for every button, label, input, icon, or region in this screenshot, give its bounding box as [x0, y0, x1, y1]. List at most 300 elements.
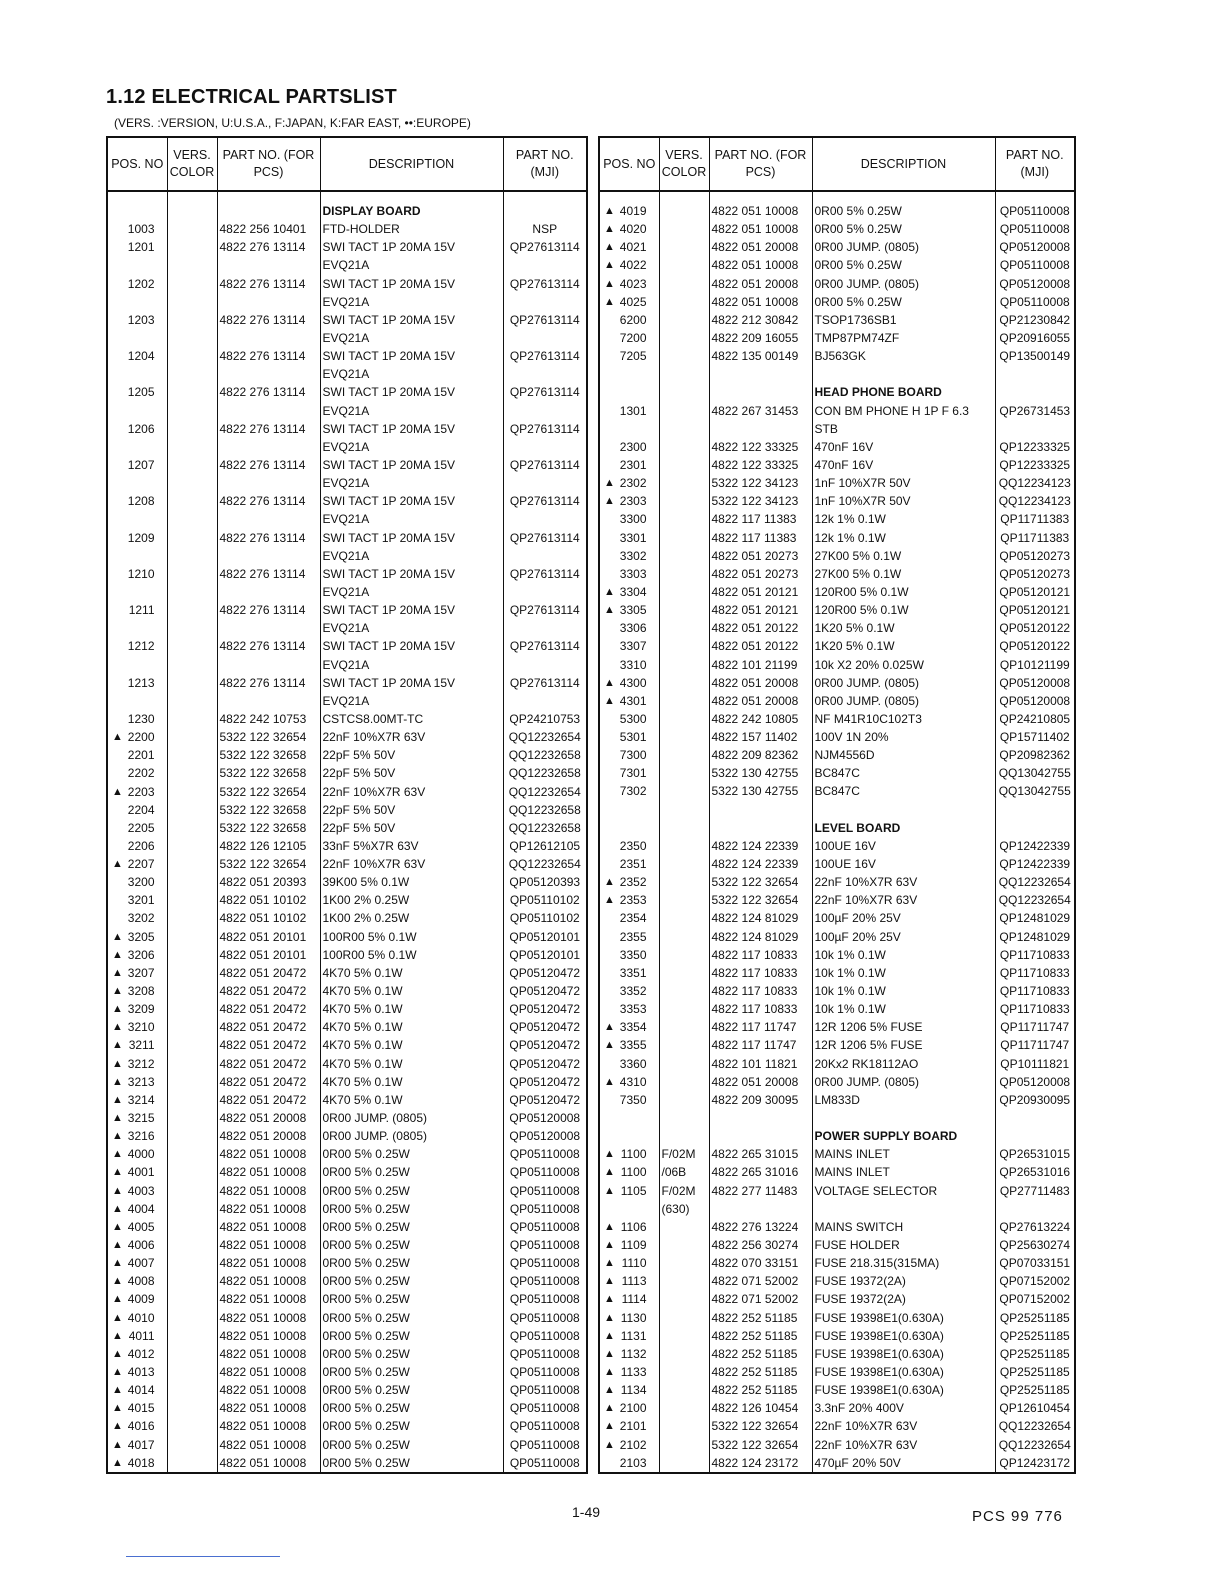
vers-cell	[659, 565, 709, 583]
vers-cell: /06B	[659, 1163, 709, 1181]
partno-cell: 5322 122 32654	[709, 891, 812, 909]
description-cell: 0R00 5% 0.25W	[320, 1327, 503, 1345]
table-row	[599, 928, 1075, 946]
table-row	[107, 819, 587, 837]
mji-cell: QQ12232654	[995, 891, 1075, 909]
mji-cell: QQ12232654	[995, 1436, 1075, 1454]
description-cell	[812, 801, 995, 819]
partno-cell: 4822 117 10833	[709, 946, 812, 964]
description-cell: FUSE HOLDER	[812, 1236, 995, 1254]
vers-cell	[167, 1036, 217, 1054]
description-cell: 20Kx2 RK18112AO	[812, 1055, 995, 1073]
partno-cell: 4822 135 00149	[709, 347, 812, 365]
table-row	[599, 510, 1075, 528]
mji-cell: QP05110008	[503, 1254, 587, 1272]
mji-cell: QP05110102	[503, 909, 587, 927]
mji-cell: QP05110008	[503, 1218, 587, 1236]
description-cell	[812, 365, 995, 383]
vers-cell	[167, 238, 217, 256]
table-row	[599, 1073, 1075, 1091]
vers-cell	[167, 710, 217, 728]
vers-cell	[659, 1327, 709, 1345]
header-partno: PART NO. (FOR PCS)	[709, 137, 812, 191]
pos-cell: 7300	[619, 748, 647, 763]
table-row	[107, 220, 587, 238]
description-cell: 22pF 5% 50V	[320, 819, 503, 837]
mji-cell: QP11711747	[995, 1036, 1075, 1054]
pos-cell: 2204	[127, 802, 155, 817]
partno-cell: 4822 051 10008	[217, 1254, 320, 1272]
table-row	[599, 710, 1075, 728]
pos-cell: 3352	[619, 984, 647, 999]
partno-cell: 4822 051 20393	[217, 873, 320, 891]
table-header	[599, 137, 1075, 191]
table-row	[107, 746, 587, 764]
vers-cell	[167, 583, 217, 601]
mji-cell	[503, 402, 587, 420]
mji-cell: QP11711383	[995, 529, 1075, 547]
pos-cell: 2300	[619, 439, 647, 454]
vers-cell	[659, 837, 709, 855]
vers-cell	[167, 873, 217, 891]
pos-cell	[107, 692, 167, 710]
partno-cell	[709, 1127, 812, 1145]
safety-pos-cell: ▲ 4000	[107, 1145, 167, 1163]
vers-cell	[659, 891, 709, 909]
vers-cell	[659, 456, 709, 474]
vers-cell	[659, 728, 709, 746]
table-row	[107, 873, 587, 891]
mji-cell: QP05110008	[503, 1200, 587, 1218]
mji-cell: QP05120008	[995, 238, 1075, 256]
description-cell: 100R00 5% 0.1W	[320, 946, 503, 964]
table-row	[107, 293, 587, 311]
pos-cell	[107, 510, 167, 528]
safety-pos-cell: ▲ 3304	[599, 583, 659, 601]
table-row	[107, 1436, 587, 1454]
safety-pos-cell: ▲ 4014	[107, 1381, 167, 1399]
vers-cell	[167, 1163, 217, 1181]
table-row	[107, 202, 587, 220]
vers-cell	[659, 982, 709, 1000]
partno-cell: 4822 051 10102	[217, 909, 320, 927]
vers-cell	[167, 1272, 217, 1290]
mji-cell: QP05110008	[503, 1417, 587, 1435]
partno-cell: 4822 117 11383	[709, 529, 812, 547]
description-cell: 33nF 5%X7R 63V	[320, 837, 503, 855]
description-cell: 470µF 20% 50V	[812, 1454, 995, 1473]
table-row	[107, 909, 587, 927]
partno-cell: 4822 209 30095	[709, 1091, 812, 1109]
vers-cell	[659, 1036, 709, 1054]
vers-cell	[659, 964, 709, 982]
vers-cell	[167, 293, 217, 311]
table-row	[599, 275, 1075, 293]
partno-cell	[217, 583, 320, 601]
vers-cell	[659, 1381, 709, 1399]
description-cell: EVQ21A	[320, 438, 503, 456]
partno-cell: 4822 101 21199	[709, 656, 812, 674]
table-row	[599, 746, 1075, 764]
safety-pos-cell: ▲ 3355	[599, 1036, 659, 1054]
mji-cell	[503, 583, 587, 601]
vers-cell	[659, 1218, 709, 1236]
mji-cell: QP11710833	[995, 946, 1075, 964]
vers-cell	[167, 1436, 217, 1454]
description-cell: SWI TACT 1P 20MA 15V	[320, 238, 503, 256]
partno-cell: 4822 051 20472	[217, 1036, 320, 1054]
safety-pos-cell: ▲ 3212	[107, 1055, 167, 1073]
pos-cell: 1208	[127, 494, 155, 509]
vers-cell	[167, 565, 217, 583]
vers-cell	[167, 1091, 217, 1109]
table-row	[599, 909, 1075, 927]
mji-cell: QP13500149	[995, 347, 1075, 365]
description-cell: FUSE 19398E1(0.630A)	[812, 1363, 995, 1381]
vers-cell	[659, 782, 709, 800]
table-row	[599, 764, 1075, 782]
table-row	[107, 601, 587, 619]
description-cell: 12k 1% 0.1W	[812, 510, 995, 528]
description-cell: NF M41R10C102T3	[812, 710, 995, 728]
partno-cell: 4822 051 10008	[217, 1309, 320, 1327]
partno-cell: 4822 051 20273	[709, 547, 812, 565]
description-cell: 100R00 5% 0.1W	[320, 928, 503, 946]
mji-cell: QP05110008	[503, 1145, 587, 1163]
mji-cell: QP05120008	[995, 275, 1075, 293]
table-row	[599, 420, 1075, 438]
description-cell: 4K70 5% 0.1W	[320, 1036, 503, 1054]
description-cell: 1nF 10%X7R 50V	[812, 492, 995, 510]
vers-cell	[167, 964, 217, 982]
mji-cell: QP12423172	[995, 1454, 1075, 1473]
partno-cell: 4822 051 20472	[217, 1000, 320, 1018]
safety-pos-cell: ▲ 1134	[599, 1381, 659, 1399]
table-row	[599, 529, 1075, 547]
table-row	[599, 656, 1075, 674]
table-row	[107, 783, 587, 801]
pos-cell: 2201	[127, 748, 155, 763]
table-row	[599, 1345, 1075, 1363]
vers-cell	[659, 1073, 709, 1091]
mji-cell: QP05120008	[995, 674, 1075, 692]
partno-cell: 4822 276 13114	[217, 492, 320, 510]
partno-cell: 4822 122 33325	[709, 438, 812, 456]
vers-cell	[659, 547, 709, 565]
table-row	[107, 964, 587, 982]
vers-cell	[167, 928, 217, 946]
vers-cell	[167, 1182, 217, 1200]
vers-cell	[167, 365, 217, 383]
pos-cell: 6200	[619, 312, 647, 327]
partno-cell: 4822 209 16055	[709, 329, 812, 347]
vers-cell	[167, 728, 217, 746]
description-cell: MAINS INLET	[812, 1163, 995, 1181]
partno-cell: 4822 256 30274	[709, 1236, 812, 1254]
description-cell: 1K20 5% 0.1W	[812, 637, 995, 655]
safety-pos-cell: ▲ 2200	[107, 728, 167, 746]
mji-cell: QQ12234123	[995, 492, 1075, 510]
partno-cell: 4822 276 13114	[217, 420, 320, 438]
table-row	[107, 402, 587, 420]
partno-cell: 4822 051 20101	[217, 946, 320, 964]
pos-cell: 5301	[619, 730, 647, 745]
description-cell: 12R 1206 5% FUSE	[812, 1036, 995, 1054]
pos-cell: 1003	[127, 222, 155, 237]
table-row	[107, 764, 587, 782]
partno-cell: 5322 122 32658	[217, 764, 320, 782]
vers-cell	[659, 438, 709, 456]
description-cell: 12k 1% 0.1W	[812, 529, 995, 547]
partno-cell: 4822 252 51185	[709, 1345, 812, 1363]
pos-cell: 5300	[619, 711, 647, 726]
pos-cell: 7200	[619, 330, 647, 345]
mji-cell: QQ13042755	[995, 782, 1075, 800]
table-row	[107, 311, 587, 329]
table-row	[599, 492, 1075, 510]
partno-cell: 4822 051 20101	[217, 928, 320, 946]
table-row	[107, 510, 587, 528]
vers-cell	[659, 1109, 709, 1127]
table-spacer	[599, 191, 1075, 202]
safety-pos-cell: ▲ 2100	[599, 1399, 659, 1417]
mji-cell: QP26531015	[995, 1145, 1075, 1163]
header-mji: PART NO. (MJI)	[503, 137, 587, 191]
description-cell: NJM4556D	[812, 746, 995, 764]
description-cell: STB	[812, 420, 995, 438]
mji-cell: QP12612105	[503, 837, 587, 855]
mji-cell: QP11710833	[995, 1000, 1075, 1018]
safety-pos-cell: ▲ 1131	[599, 1327, 659, 1345]
partno-cell: 4822 051 10008	[217, 1272, 320, 1290]
pos-cell: 2355	[619, 929, 647, 944]
description-cell: 12R 1206 5% FUSE	[812, 1018, 995, 1036]
mji-cell: QP27613114	[503, 456, 587, 474]
pos-cell: 1230	[127, 711, 155, 726]
table-row	[107, 891, 587, 909]
pos-cell: 3303	[619, 566, 647, 581]
description-cell: VOLTAGE SELECTOR	[812, 1182, 995, 1200]
partno-cell: 4822 117 10833	[709, 982, 812, 1000]
mji-cell	[995, 1200, 1075, 1218]
description-cell: 0R00 5% 0.25W	[320, 1417, 503, 1435]
vers-cell	[659, 583, 709, 601]
table-row	[599, 238, 1075, 256]
description-cell	[812, 1200, 995, 1218]
safety-pos-cell: ▲ 3213	[107, 1073, 167, 1091]
mji-cell: QP27613114	[503, 420, 587, 438]
description-cell: 100UE 16V	[812, 837, 995, 855]
partno-cell: 4822 276 13114	[217, 238, 320, 256]
table-row	[107, 474, 587, 492]
partno-cell	[709, 420, 812, 438]
partno-cell: 4822 252 51185	[709, 1363, 812, 1381]
vers-cell	[659, 293, 709, 311]
pos-cell: 3302	[619, 548, 647, 563]
table-row	[107, 728, 587, 746]
table-row	[107, 1381, 587, 1399]
pos-cell: 2103	[619, 1455, 647, 1470]
description-cell: DISPLAY BOARD	[320, 202, 503, 220]
vers-cell	[659, 1417, 709, 1435]
header-description: DESCRIPTION	[320, 137, 503, 191]
partno-cell: 5322 122 32654	[217, 728, 320, 746]
partno-cell: 5322 122 32658	[217, 801, 320, 819]
mji-cell: QP05110008	[503, 1345, 587, 1363]
partno-cell: 4822 126 10454	[709, 1399, 812, 1417]
vers-cell	[167, 1345, 217, 1363]
table-row	[599, 456, 1075, 474]
partno-cell	[217, 256, 320, 274]
safety-pos-cell: ▲ 1110	[599, 1254, 659, 1272]
table-row	[599, 637, 1075, 655]
description-cell: 22pF 5% 50V	[320, 764, 503, 782]
table-row	[107, 529, 587, 547]
description-cell: 27K00 5% 0.1W	[812, 565, 995, 583]
table-row	[599, 1055, 1075, 1073]
mji-cell	[503, 365, 587, 383]
table-row	[107, 1345, 587, 1363]
vers-cell	[659, 656, 709, 674]
mji-cell: QP11711747	[995, 1018, 1075, 1036]
table-row	[599, 619, 1075, 637]
pos-cell	[107, 329, 167, 347]
partno-cell	[217, 365, 320, 383]
vers-cell	[167, 402, 217, 420]
table-row	[107, 656, 587, 674]
table-row	[599, 855, 1075, 873]
mji-cell: QP12233325	[995, 456, 1075, 474]
table-row	[599, 1327, 1075, 1345]
vers-cell	[659, 746, 709, 764]
safety-pos-cell: ▲ 4013	[107, 1363, 167, 1381]
mji-cell: QP27613114	[503, 238, 587, 256]
table-row	[599, 1381, 1075, 1399]
mji-cell: QP24210805	[995, 710, 1075, 728]
description-cell: 1nF 10%X7R 50V	[812, 474, 995, 492]
safety-pos-cell: ▲ 4001	[107, 1163, 167, 1181]
partno-cell: 4822 051 20472	[217, 982, 320, 1000]
table-row	[107, 1399, 587, 1417]
mji-cell: QP07152002	[995, 1272, 1075, 1290]
mji-cell: QP05120273	[995, 547, 1075, 565]
partno-cell: 4822 051 10008	[217, 1327, 320, 1345]
description-cell: 100UE 16V	[812, 855, 995, 873]
vers-cell	[167, 1218, 217, 1236]
document-code: PCS 99 776	[972, 1508, 1063, 1525]
pos-cell: 3360	[619, 1056, 647, 1071]
partno-cell: 4822 051 20122	[709, 637, 812, 655]
table-row	[107, 1218, 587, 1236]
vers-cell	[659, 619, 709, 637]
mji-cell: QP10111821	[995, 1055, 1075, 1073]
vers-cell	[167, 801, 217, 819]
table-row	[107, 946, 587, 964]
safety-pos-cell: ▲ 3206	[107, 946, 167, 964]
vers-cell	[659, 1127, 709, 1145]
pos-cell: 2350	[619, 838, 647, 853]
mji-cell: QP05120121	[995, 601, 1075, 619]
description-cell	[812, 1109, 995, 1127]
pos-cell: 1206	[127, 421, 155, 436]
mji-cell: QP12481029	[995, 928, 1075, 946]
mji-cell	[995, 819, 1075, 837]
pos-cell	[599, 819, 659, 837]
safety-pos-cell: ▲ 4006	[107, 1236, 167, 1254]
vers-cell	[167, 383, 217, 401]
pos-cell: 1210	[127, 566, 155, 581]
table-row	[107, 1254, 587, 1272]
description-cell: SWI TACT 1P 20MA 15V	[320, 601, 503, 619]
partno-cell: 5322 122 34123	[709, 474, 812, 492]
partno-cell: 4822 051 10008	[217, 1417, 320, 1435]
vers-cell	[167, 1254, 217, 1272]
safety-pos-cell: ▲ 3305	[599, 601, 659, 619]
description-cell: SWI TACT 1P 20MA 15V	[320, 347, 503, 365]
mji-cell: QP05110008	[503, 1327, 587, 1345]
mji-cell: QQ12232658	[503, 801, 587, 819]
vers-cell	[659, 1055, 709, 1073]
description-cell: TMP87PM74ZF	[812, 329, 995, 347]
partno-cell	[709, 365, 812, 383]
header-pos: POS. NO	[599, 137, 659, 191]
vers-cell	[659, 1091, 709, 1109]
vers-cell	[167, 547, 217, 565]
description-cell: 0R00 5% 0.25W	[320, 1254, 503, 1272]
partno-cell: 4822 051 10008	[217, 1163, 320, 1181]
partno-cell	[709, 801, 812, 819]
description-cell: 0R00 5% 0.25W	[812, 202, 995, 220]
table-row	[107, 347, 587, 365]
vers-cell	[659, 1272, 709, 1290]
description-cell: 120R00 5% 0.1W	[812, 601, 995, 619]
partno-cell: 4822 051 20008	[709, 238, 812, 256]
mji-cell: QP05120008	[503, 1127, 587, 1145]
vers-cell	[659, 855, 709, 873]
table-row	[107, 1127, 587, 1145]
pos-cell	[107, 547, 167, 565]
partno-cell: 4822 051 10008	[217, 1236, 320, 1254]
description-cell: 0R00 5% 0.25W	[320, 1454, 503, 1473]
mji-cell: QP05120393	[503, 873, 587, 891]
table-row	[107, 855, 587, 873]
mji-cell: QP27613114	[503, 674, 587, 692]
table-row	[599, 819, 1075, 837]
partno-cell: 4822 071 52002	[709, 1290, 812, 1308]
table-row	[599, 873, 1075, 891]
vers-cell	[167, 855, 217, 873]
safety-pos-cell: ▲ 4019	[599, 202, 659, 220]
description-cell: 470nF 16V	[812, 438, 995, 456]
partno-cell: 5322 122 32654	[709, 873, 812, 891]
description-cell: 0R00 5% 0.25W	[320, 1236, 503, 1254]
safety-pos-cell: ▲ 1113	[599, 1272, 659, 1290]
vers-cell	[167, 619, 217, 637]
table-row	[599, 1272, 1075, 1290]
safety-pos-cell: ▲ 2207	[107, 855, 167, 873]
partno-cell: 4822 051 20008	[709, 1073, 812, 1091]
description-cell: FUSE 19398E1(0.630A)	[812, 1327, 995, 1345]
description-cell: FUSE 19372(2A)	[812, 1272, 995, 1290]
vers-cell	[167, 529, 217, 547]
partno-cell: 5322 122 32654	[709, 1417, 812, 1435]
partno-cell: 4822 276 13114	[217, 347, 320, 365]
pos-cell: 1207	[127, 457, 155, 472]
safety-pos-cell: ▲ 2101	[599, 1417, 659, 1435]
description-cell: 0R00 5% 0.25W	[320, 1200, 503, 1218]
vers-cell	[167, 438, 217, 456]
table-row	[107, 365, 587, 383]
